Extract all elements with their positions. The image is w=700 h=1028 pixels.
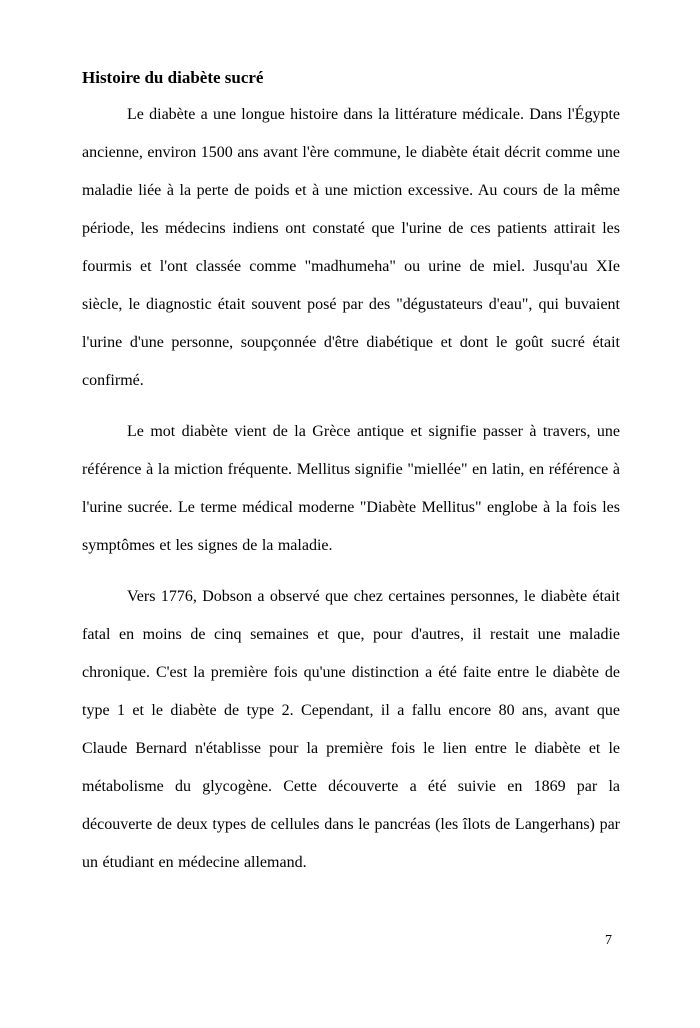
document-content [82,66,620,895]
paragraph-history-intro: Le diabète a une longue histoire dans la littérature médicale. Dans l'Égypte ancienne, environ 1500 ans avant l'ère commune, le diabète était décrit comme une maladie liée à la perte de poids et à une miction excessive. Au cours de la même période, les médecins indiens ont constaté que l'urine de ces patients attirait les fourmis et l'ont classée comme "madhumeha" ou urine de miel. Jusqu'au XIe siècle, le diagnostic était souvent posé par des "dégustateurs d'eau", qui buvaient l'urine d'une personne, soupçonnée d'être diabétique et dont le goût sucré était confirmé. [82,106,620,389]
page-title: Histoire du diabète sucré [82,68,264,87]
paragraph-discoveries: Vers 1776, Dobson a observé que chez certaines personnes, le diabète était fatal en moins de cinq semaines et que, pour d'autres, il restait une maladie chronique. C'est la première fois qu'une distinction a été faite entre le diabète de type 1 et le diabète de type 2. Cependant, il a fallu encore 80 ans, avant que Claude Bernard n'établisse pour la première fois le lien entre le diabète et le métabolisme du glycogène. Cette découverte a été suivie en 1869 par la découverte de deux types de cellules dans le pancréas (les îlots de Langerhans) par un étudiant en médecine allemand. [82,588,620,871]
paragraph-etymology: Le mot diabète vient de la Grèce antique et signifie passer à travers, une référence à la miction fréquente. Mellitus signifie "miellée" en latin, en référence à l'urine sucrée. Le terme médical moderne "Diabète Mellitus" englobe à la fois les symptômes et les signes de la maladie. [82,423,620,554]
page-number: 7 [605,933,612,948]
